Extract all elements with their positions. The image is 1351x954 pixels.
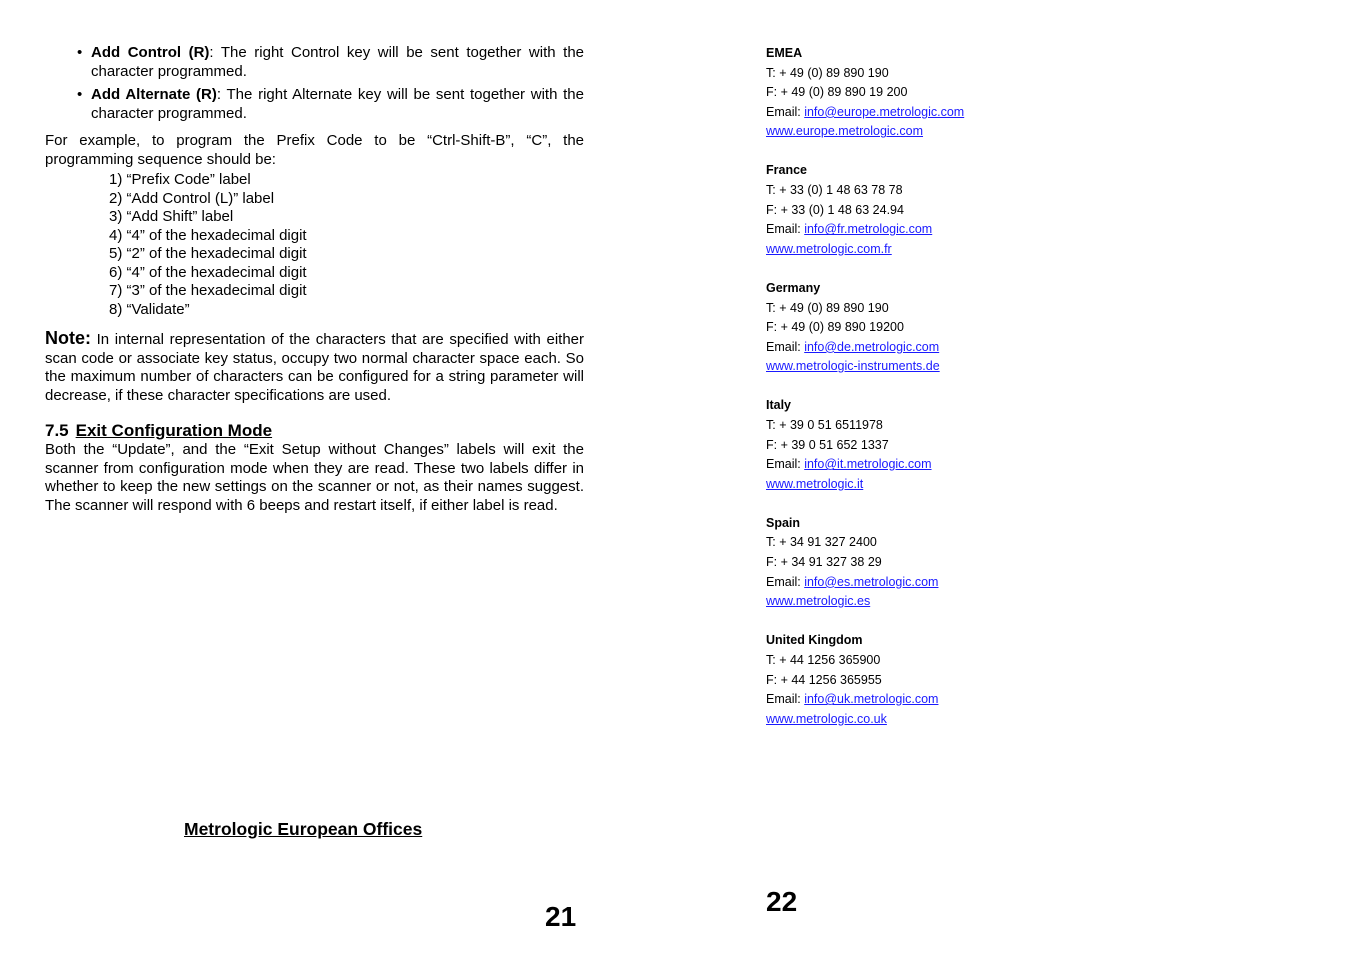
right-page [766, 44, 1166, 749]
bullet-dot-icon: • [77, 44, 83, 61]
page-number-right: 22 [766, 886, 798, 917]
email-label: Email: [766, 692, 805, 707]
bullet-list [45, 44, 584, 123]
note-text: In internal representation of the characters that are specified with either scan code or associate key status, occupy two normal character space each. So the maximum number of characters can be configured for a string parameter will decrease, if these character specifications are used. [45, 331, 584, 404]
step-item: 2) “Add Control (L)” label [109, 189, 275, 207]
step-item: 5) “2” of the hexadecimal digit [109, 245, 307, 262]
offices-heading: Metrologic European Offices [184, 819, 423, 839]
office-block [766, 161, 1166, 259]
office-web-link[interactable]: www.metrologic-instruments.de [766, 359, 940, 374]
page-number-left: 21 [545, 901, 577, 932]
step-item: 6) “4” of the hexadecimal digit [109, 263, 307, 281]
bullet-term: Add Alternate (R) [91, 86, 217, 103]
email-label: Email: [766, 574, 805, 589]
step-item: 1) “Prefix Code” label [109, 171, 251, 188]
step-item: 8) “Validate” [109, 300, 190, 318]
office-fax: F: + 33 (0) 1 48 63 24.94 [766, 202, 904, 217]
bullet-text: : The right Control key will be sent together with the character programmed. [91, 44, 585, 80]
office-fax: F: + 34 91 327 38 29 [766, 555, 882, 570]
office-web-link[interactable]: www.europe.metrologic.com [766, 124, 924, 139]
section-number: 7.5 [45, 421, 69, 440]
office-phone: T: + 49 (0) 89 890 190 [766, 65, 889, 80]
email-label: Email: [766, 222, 805, 237]
office-phone: T: + 34 91 327 2400 [766, 535, 877, 550]
email-label: Email: [766, 457, 805, 472]
office-web-line [766, 240, 1166, 260]
bullet-text: : The right Alternate key will be sent together with the character programmed. [91, 86, 584, 122]
office-email-line [766, 455, 1166, 475]
office-fax: F: + 39 0 51 652 1337 [766, 437, 889, 452]
office-phone: T: + 39 0 51 6511978 [766, 418, 883, 432]
office-web-link[interactable]: www.metrologic.com.fr [766, 241, 892, 256]
office-email-line [766, 338, 1166, 358]
office-email-link[interactable]: info@uk.metrologic.com [804, 692, 939, 707]
office-name: EMEA [766, 46, 803, 60]
note-paragraph [45, 329, 584, 405]
email-label: Email: [766, 339, 805, 354]
section-heading [45, 421, 584, 441]
bullet-term: Add Control (R) [91, 44, 210, 61]
step-item: 4) “4” of the hexadecimal digit [109, 226, 307, 244]
bullet-item [45, 44, 584, 81]
office-web-line [766, 122, 1166, 142]
office-email-link[interactable]: info@it.metrologic.com [804, 457, 932, 472]
office-email-line [766, 220, 1166, 240]
office-phone: T: + 33 (0) 1 48 63 78 78 [766, 183, 903, 198]
office-web-line [766, 710, 1166, 730]
office-email-line [766, 103, 1166, 123]
office-email-link[interactable]: info@de.metrologic.com [804, 339, 940, 354]
example-paragraph: For example, to program the Prefix Code to be “Ctrl-Shift-B”, “C”, the programming sequence should be: [45, 132, 584, 168]
office-email-line [766, 573, 1166, 593]
office-email-link[interactable]: info@es.metrologic.com [804, 574, 939, 589]
office-email-link[interactable]: info@europe.metrologic.com [804, 104, 965, 119]
email-label: Email: [766, 104, 805, 119]
office-web-link[interactable]: www.metrologic.es [766, 594, 871, 609]
programming-steps [109, 171, 584, 319]
section-title: Exit Configuration Mode [75, 421, 273, 440]
office-web-line [766, 592, 1166, 612]
office-block [766, 631, 1166, 729]
office-block [766, 44, 1166, 142]
office-block [766, 396, 1166, 494]
office-web-line [766, 475, 1166, 495]
office-fax: F: + 44 1256 365955 [766, 672, 882, 687]
office-name: Spain [766, 515, 801, 530]
step-item: 7) “3” of the hexadecimal digit [109, 282, 307, 299]
office-email-line [766, 690, 1166, 710]
office-web-link[interactable]: www.metrologic.it [766, 476, 864, 491]
office-name: France [766, 163, 807, 178]
step-item: 3) “Add Shift” label [109, 208, 234, 225]
office-phone: T: + 49 (0) 89 890 190 [766, 300, 889, 315]
office-web-line [766, 357, 1166, 377]
office-name: Germany [766, 280, 821, 295]
bullet-item [45, 86, 584, 123]
office-block [766, 514, 1166, 612]
bullet-dot-icon: • [77, 86, 83, 103]
section-paragraph: Both the “Update”, and the “Exit Setup without Changes” labels will exit the scanner from configuration mode when they are read. These two labels differ in whether to keep the new settings on the scanner or not, as their names suggest. The scanner will respond with 6 beeps and restart itself, if either label is read. [45, 441, 584, 514]
office-block [766, 279, 1166, 377]
office-email-link[interactable]: info@fr.metrologic.com [804, 222, 933, 237]
note-label: Note: [45, 328, 91, 348]
office-fax: F: + 49 (0) 89 890 19 200 [766, 85, 908, 100]
office-fax: F: + 49 (0) 89 890 19200 [766, 320, 904, 335]
office-name: United Kingdom [766, 633, 863, 648]
office-web-link[interactable]: www.metrologic.co.uk [766, 711, 887, 726]
office-name: Italy [766, 398, 792, 413]
office-phone: T: + 44 1256 365900 [766, 652, 881, 667]
left-page [45, 44, 584, 515]
